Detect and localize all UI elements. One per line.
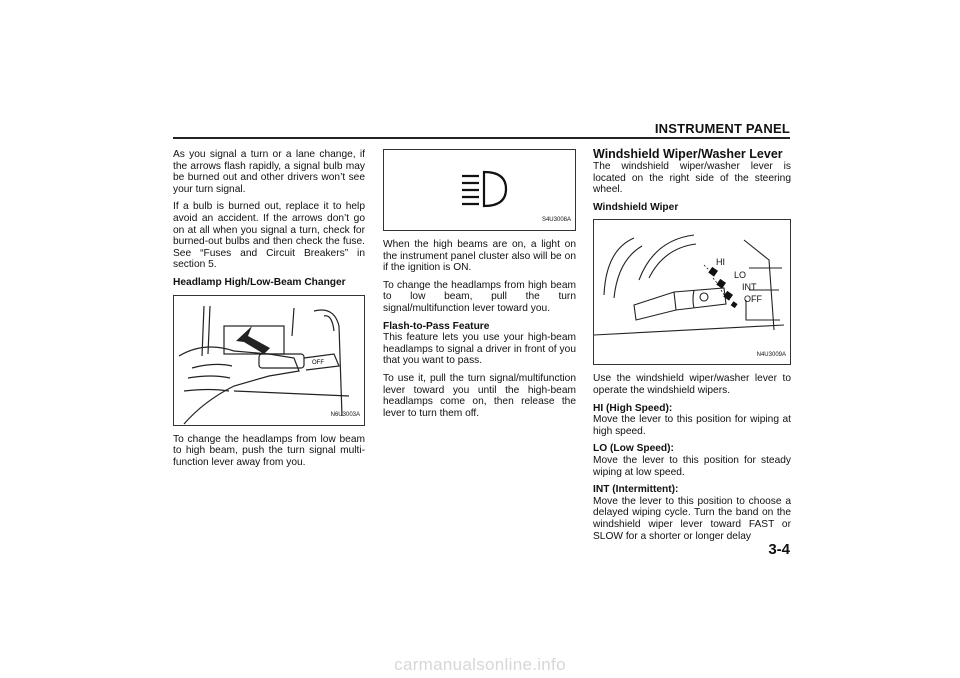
- heading-flash-to-pass: Flash-to-Pass Feature: [383, 320, 490, 332]
- hi-block: [593, 403, 791, 438]
- figure-high-beam-indicator: [383, 149, 576, 231]
- label-hi: HI: [716, 257, 725, 268]
- paragraph-int: Move the lever to this position to choose a delayed wiping cycle. Turn the band on the windshield wiper lever toward FAST or SLOW for a shorter or longer delay: [593, 495, 791, 542]
- lo-block: [593, 443, 791, 478]
- figure-code: N6U3003A: [330, 411, 360, 418]
- column-2: [383, 149, 576, 425]
- paragraph-lo: Move the lever to this position for steady wiping at low speed.: [593, 454, 791, 478]
- paragraph-low-to-high: To change the headlamps from low beam to high beam, push the turn signal multi-function lever away from you.: [173, 433, 365, 468]
- heading-lo: LO (Low Speed):: [593, 443, 674, 455]
- paragraph-bulb-burned-out: If a bulb is burned out, replace it to help avoid an accident. If the arrows don’t go on at all when you signal a turn, check for burned-out bulbs and then check the fuse. See “Fuses and Circuit Breakers” in section 5.: [173, 201, 365, 271]
- column-1: [173, 149, 365, 474]
- headlamp-lever-illustration: [174, 296, 364, 425]
- label-lo: LO: [734, 270, 747, 281]
- int-block: [593, 484, 791, 542]
- watermark: carmanualsonline.info: [394, 655, 566, 674]
- flash-to-pass-block: [383, 321, 576, 367]
- figure-headlamp-changer: [173, 295, 365, 426]
- column-3: [593, 149, 791, 548]
- heading-wiper-washer: Windshield Wiper/Washer Lever: [593, 147, 783, 161]
- paragraph-wiper-location: The windshield wiper/washer lever is located on the right side of the steering wheel.: [593, 161, 791, 196]
- heading-hi: HI (High Speed):: [593, 402, 673, 414]
- svg-text:OFF: OFF: [312, 359, 324, 366]
- paragraph-wiper-use: Use the windshield wiper/washer lever to operate the windshield wipers.: [593, 373, 791, 396]
- paragraph-flash-to-pass: This feature lets you use your high-beam headlamps to signal a driver in front of you that you want to pass.: [383, 332, 576, 367]
- heading-headlamp-changer: Headlamp High/Low-Beam Changer: [173, 276, 346, 288]
- figure-wiper-lever: [593, 219, 791, 365]
- page-number: 3-4: [768, 541, 790, 558]
- label-int: INT: [742, 282, 757, 293]
- section-title: INSTRUMENT PANEL: [654, 121, 790, 136]
- figure-code: N4U3009A: [756, 351, 786, 358]
- paragraph-high-beam-light: When the high beams are on, a light on the instrument panel cluster also will be on if the ignition is ON.: [383, 239, 576, 274]
- paragraph-flash-usage: To use it, pull the turn signal/multifunction lever toward you until the high-beam headlamps come on, then release the lever to turn them off.: [383, 372, 576, 419]
- wiper-lever-illustration: [594, 220, 790, 364]
- paragraph-hi: Move the lever to this position for wiping at high speed.: [593, 414, 791, 437]
- label-off: OFF: [744, 294, 762, 305]
- paragraph-turn-signal: As you signal a turn or a lane change, if the arrows flash rapidly, a signal bulb may be burned out and other drivers won’t see your turn signal.: [173, 149, 365, 195]
- figure-code: S4U3008A: [541, 217, 571, 224]
- header-rule: [173, 137, 790, 139]
- paragraph-high-to-low: To change the headlamps from high beam to low beam, pull the turn signal/multifunction lever toward you.: [383, 279, 576, 314]
- heading-int: INT (Intermittent):: [593, 484, 679, 496]
- heading-windshield-wiper: Windshield Wiper: [593, 201, 679, 213]
